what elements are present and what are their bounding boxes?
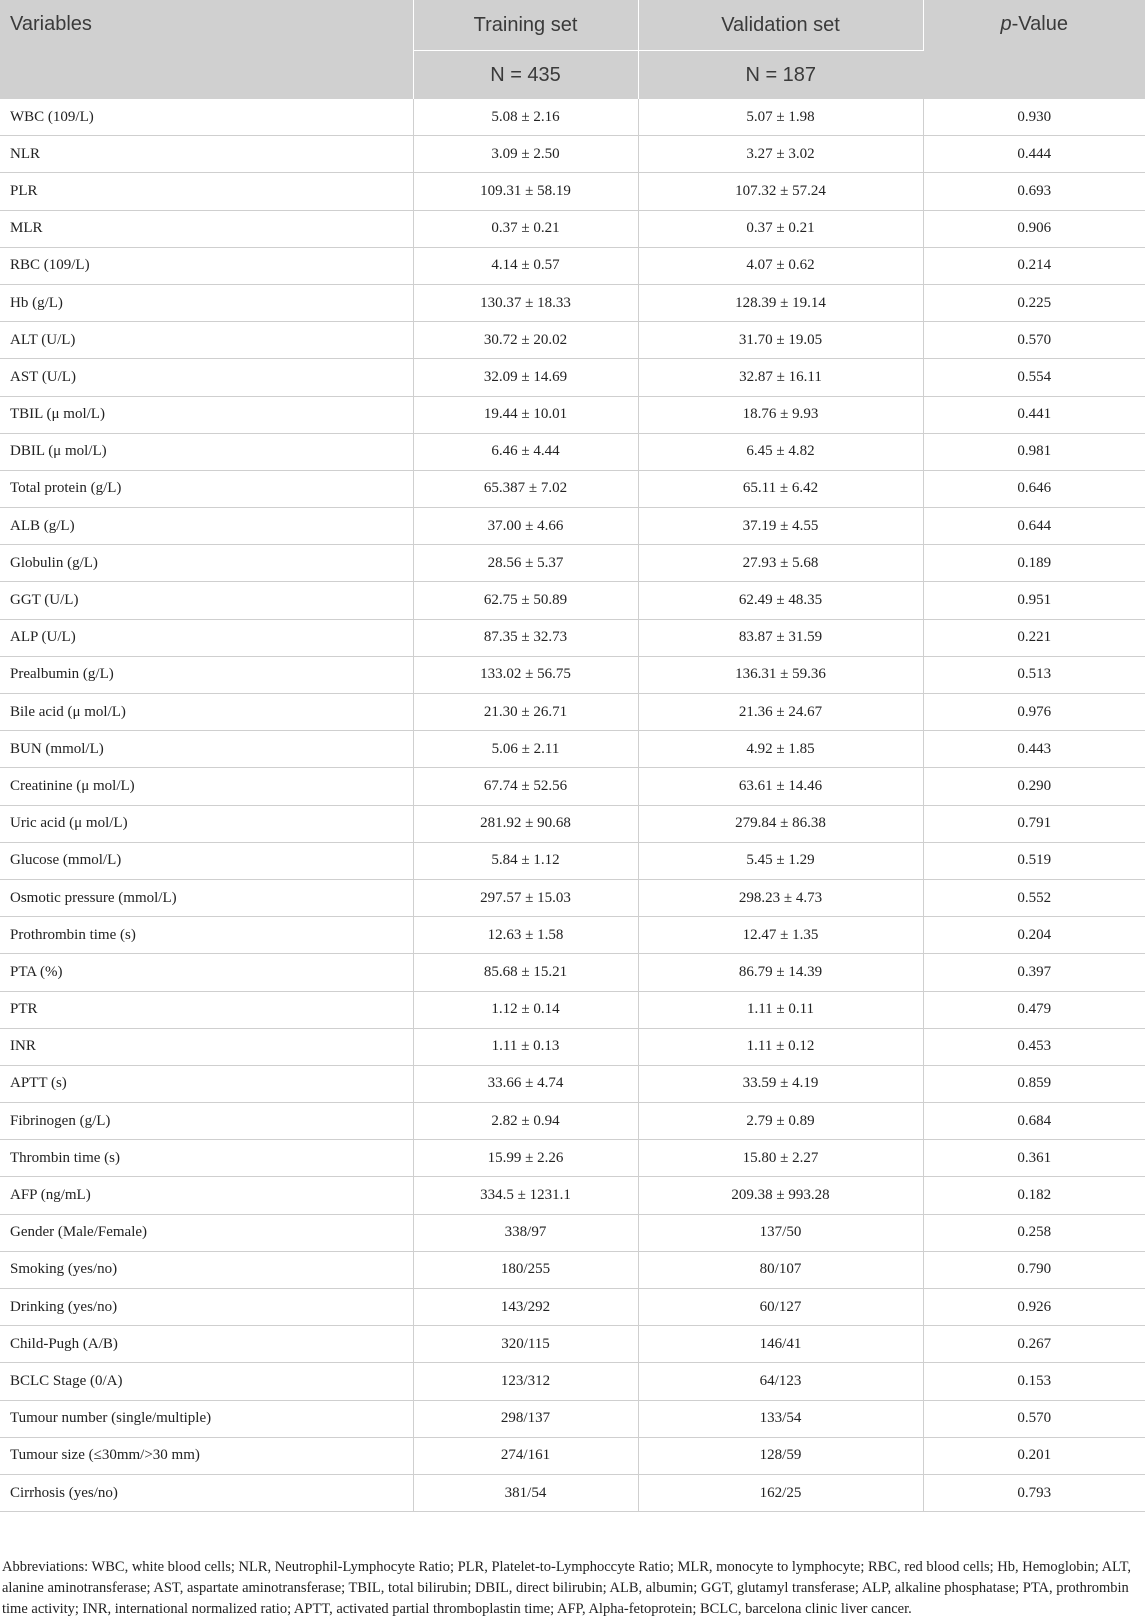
cell-variable: INR: [0, 1028, 413, 1065]
header-row-1: [0, 0, 1145, 51]
cell-validation: 83.87 ± 31.59: [638, 619, 923, 656]
table-row: [0, 954, 1145, 991]
cell-p-value: 0.201: [923, 1437, 1145, 1474]
table-row: [0, 433, 1145, 470]
cell-validation: 128.39 ± 19.14: [638, 284, 923, 321]
header-training-n: N = 435: [413, 51, 638, 100]
cell-p-value: 0.552: [923, 879, 1145, 916]
cell-training: 21.30 ± 26.71: [413, 694, 638, 731]
cell-variable: GGT (U/L): [0, 582, 413, 619]
cell-validation: 65.11 ± 6.42: [638, 470, 923, 507]
table-row: [0, 1214, 1145, 1251]
cell-training: 5.84 ± 1.12: [413, 842, 638, 879]
table-row: [0, 1103, 1145, 1140]
table-row: [0, 545, 1145, 582]
cell-training: 298/137: [413, 1400, 638, 1437]
table-row: [0, 991, 1145, 1028]
cell-variable: Bile acid (μ mol/L): [0, 694, 413, 731]
cell-variable: ALP (U/L): [0, 619, 413, 656]
cell-validation: 1.11 ± 0.11: [638, 991, 923, 1028]
table-row: [0, 842, 1145, 879]
table-row: [0, 582, 1145, 619]
cell-variable: DBIL (μ mol/L): [0, 433, 413, 470]
cell-validation: 15.80 ± 2.27: [638, 1140, 923, 1177]
table-row: [0, 508, 1145, 545]
table-row: [0, 136, 1145, 173]
cell-variable: Fibrinogen (g/L): [0, 1103, 413, 1140]
table-row: [0, 694, 1145, 731]
cell-p-value: 0.790: [923, 1251, 1145, 1288]
cell-validation: 2.79 ± 0.89: [638, 1103, 923, 1140]
cell-p-value: 0.570: [923, 322, 1145, 359]
cell-training: 1.12 ± 0.14: [413, 991, 638, 1028]
cell-training: 320/115: [413, 1326, 638, 1363]
table-row: [0, 322, 1145, 359]
cell-p-value: 0.225: [923, 284, 1145, 321]
cell-validation: 137/50: [638, 1214, 923, 1251]
cell-variable: Child-Pugh (A/B): [0, 1326, 413, 1363]
cell-p-value: 0.361: [923, 1140, 1145, 1177]
cell-variable: Glucose (mmol/L): [0, 842, 413, 879]
cell-variable: NLR: [0, 136, 413, 173]
cell-validation: 0.37 ± 0.21: [638, 210, 923, 247]
cell-variable: Drinking (yes/no): [0, 1289, 413, 1326]
cell-variable: APTT (s): [0, 1065, 413, 1102]
table-row: [0, 805, 1145, 842]
table-row: [0, 247, 1145, 284]
table-row: [0, 1140, 1145, 1177]
cell-p-value: 0.684: [923, 1103, 1145, 1140]
cell-p-value: 0.204: [923, 917, 1145, 954]
cell-variable: WBC (109/L): [0, 99, 413, 136]
cell-training: 338/97: [413, 1214, 638, 1251]
table-row: [0, 731, 1145, 768]
cell-training: 28.56 ± 5.37: [413, 545, 638, 582]
table-row: [0, 1400, 1145, 1437]
cell-validation: 21.36 ± 24.67: [638, 694, 923, 731]
cell-validation: 6.45 ± 4.82: [638, 433, 923, 470]
cell-validation: 3.27 ± 3.02: [638, 136, 923, 173]
cell-variable: PTR: [0, 991, 413, 1028]
cell-validation: 62.49 ± 48.35: [638, 582, 923, 619]
cell-validation: 60/127: [638, 1289, 923, 1326]
cell-validation: 33.59 ± 4.19: [638, 1065, 923, 1102]
cell-p-value: 0.926: [923, 1289, 1145, 1326]
cell-p-value: 0.258: [923, 1214, 1145, 1251]
cell-validation: 4.07 ± 0.62: [638, 247, 923, 284]
cell-p-value: 0.182: [923, 1177, 1145, 1214]
cell-variable: Tumour number (single/multiple): [0, 1400, 413, 1437]
table-row: [0, 470, 1145, 507]
cell-variable: Smoking (yes/no): [0, 1251, 413, 1288]
cell-training: 87.35 ± 32.73: [413, 619, 638, 656]
table-row: [0, 359, 1145, 396]
cell-training: 65.387 ± 7.02: [413, 470, 638, 507]
cell-variable: Prealbumin (g/L): [0, 656, 413, 693]
cell-variable: Tumour size (≤30mm/>30 mm): [0, 1437, 413, 1474]
cell-variable: Uric acid (μ mol/L): [0, 805, 413, 842]
table-row: [0, 1065, 1145, 1102]
cell-training: 30.72 ± 20.02: [413, 322, 638, 359]
cell-validation: 209.38 ± 993.28: [638, 1177, 923, 1214]
cell-variable: AST (U/L): [0, 359, 413, 396]
cell-p-value: 0.441: [923, 396, 1145, 433]
table-body: [0, 99, 1145, 1512]
table-row: [0, 1474, 1145, 1511]
table-row: [0, 1289, 1145, 1326]
cell-validation: 64/123: [638, 1363, 923, 1400]
cell-p-value: 0.976: [923, 694, 1145, 731]
cell-p-value: 0.397: [923, 954, 1145, 991]
table-header: [0, 0, 1145, 99]
cell-p-value: 0.519: [923, 842, 1145, 879]
cell-variable: Osmotic pressure (mmol/L): [0, 879, 413, 916]
cell-validation: 146/41: [638, 1326, 923, 1363]
cell-training: 133.02 ± 56.75: [413, 656, 638, 693]
cell-validation: 80/107: [638, 1251, 923, 1288]
cell-training: 85.68 ± 15.21: [413, 954, 638, 991]
table-row: [0, 396, 1145, 433]
table-row: [0, 656, 1145, 693]
cell-training: 180/255: [413, 1251, 638, 1288]
table-row: [0, 1437, 1145, 1474]
cell-validation: 5.45 ± 1.29: [638, 842, 923, 879]
table-row: [0, 1326, 1145, 1363]
cell-p-value: 0.479: [923, 991, 1145, 1028]
cell-training: 109.31 ± 58.19: [413, 173, 638, 210]
cell-p-value: 0.189: [923, 545, 1145, 582]
cell-training: 32.09 ± 14.69: [413, 359, 638, 396]
cell-variable: Cirrhosis (yes/no): [0, 1474, 413, 1511]
cell-training: 37.00 ± 4.66: [413, 508, 638, 545]
table-row: [0, 1028, 1145, 1065]
cell-variable: PLR: [0, 173, 413, 210]
cell-p-value: 0.513: [923, 656, 1145, 693]
header-p-italic: p: [1000, 13, 1012, 35]
cell-validation: 162/25: [638, 1474, 923, 1511]
cell-variable: Creatinine (μ mol/L): [0, 768, 413, 805]
cell-validation: 279.84 ± 86.38: [638, 805, 923, 842]
cell-p-value: 0.444: [923, 136, 1145, 173]
table-row: [0, 173, 1145, 210]
cell-training: 281.92 ± 90.68: [413, 805, 638, 842]
cell-p-value: 0.791: [923, 805, 1145, 842]
table-row: [0, 917, 1145, 954]
cell-training: 5.06 ± 2.11: [413, 731, 638, 768]
cell-variable: Gender (Male/Female): [0, 1214, 413, 1251]
table-row: [0, 768, 1145, 805]
cell-p-value: 0.930: [923, 99, 1145, 136]
cell-training: 2.82 ± 0.94: [413, 1103, 638, 1140]
cell-variable: RBC (109/L): [0, 247, 413, 284]
cell-training: 130.37 ± 18.33: [413, 284, 638, 321]
cell-p-value: 0.267: [923, 1326, 1145, 1363]
cell-training: 143/292: [413, 1289, 638, 1326]
cell-validation: 32.87 ± 16.11: [638, 359, 923, 396]
cell-p-value: 0.793: [923, 1474, 1145, 1511]
cell-validation: 107.32 ± 57.24: [638, 173, 923, 210]
cell-training: 67.74 ± 52.56: [413, 768, 638, 805]
cell-p-value: 0.443: [923, 731, 1145, 768]
header-p-rest: -Value: [1011, 13, 1068, 35]
table-row: [0, 99, 1145, 136]
cell-training: 334.5 ± 1231.1: [413, 1177, 638, 1214]
cell-p-value: 0.859: [923, 1065, 1145, 1102]
cell-p-value: 0.644: [923, 508, 1145, 545]
cell-variable: MLR: [0, 210, 413, 247]
cell-variable: TBIL (μ mol/L): [0, 396, 413, 433]
cell-training: 12.63 ± 1.58: [413, 917, 638, 954]
cell-validation: 5.07 ± 1.98: [638, 99, 923, 136]
cell-training: 381/54: [413, 1474, 638, 1511]
cell-training: 33.66 ± 4.74: [413, 1065, 638, 1102]
cell-variable: Globulin (g/L): [0, 545, 413, 582]
cell-training: 6.46 ± 4.44: [413, 433, 638, 470]
cell-training: 297.57 ± 15.03: [413, 879, 638, 916]
cell-p-value: 0.221: [923, 619, 1145, 656]
header-p-value: [923, 0, 1145, 99]
cell-validation: 27.93 ± 5.68: [638, 545, 923, 582]
cell-validation: 18.76 ± 9.93: [638, 396, 923, 433]
table-footnote: Abbreviations: WBC, white blood cells; NLR, Neutrophil-Lymphocyte Ratio; PLR, Platelet-to-Lymphoccyte Ratio; MLR, monocyte to lymphocyte; RBC, red blood cells; Hb, Hemoglobin; ALT, alanine aminotransferase; AST, aspartate aminotransferase; TBIL, total bilirubin; DBIL, direct bilirubin; ALB, albumin; GGT, glutamyl transferase; ALP, alkaline phosphatase; PTA, prothrombin time activity; INR, international normalized ratio; APTT, activated partial thromboplastin time; AFP, Alpha-fetoprotein; BCLC, barcelona clinic liver cancer.: [2, 1559, 1131, 1617]
cell-variable: ALB (g/L): [0, 508, 413, 545]
cell-p-value: 0.453: [923, 1028, 1145, 1065]
cell-variable: ALT (U/L): [0, 322, 413, 359]
cell-validation: 1.11 ± 0.12: [638, 1028, 923, 1065]
header-variables: Variables: [0, 0, 413, 99]
cell-variable: Hb (g/L): [0, 284, 413, 321]
cell-variable: AFP (ng/mL): [0, 1177, 413, 1214]
cell-validation: 31.70 ± 19.05: [638, 322, 923, 359]
cell-validation: 37.19 ± 4.55: [638, 508, 923, 545]
cell-training: 1.11 ± 0.13: [413, 1028, 638, 1065]
cell-training: 5.08 ± 2.16: [413, 99, 638, 136]
cell-validation: 128/59: [638, 1437, 923, 1474]
cell-validation: 133/54: [638, 1400, 923, 1437]
cell-variable: Thrombin time (s): [0, 1140, 413, 1177]
cell-validation: 136.31 ± 59.36: [638, 656, 923, 693]
cell-training: 123/312: [413, 1363, 638, 1400]
cell-p-value: 0.906: [923, 210, 1145, 247]
header-training-set: Training set: [413, 0, 638, 51]
table-row: [0, 1363, 1145, 1400]
cell-training: 19.44 ± 10.01: [413, 396, 638, 433]
table-row: [0, 1177, 1145, 1214]
cell-training: 15.99 ± 2.26: [413, 1140, 638, 1177]
cell-variable: BCLC Stage (0/A): [0, 1363, 413, 1400]
cell-training: 62.75 ± 50.89: [413, 582, 638, 619]
table-row: [0, 879, 1145, 916]
cell-p-value: 0.693: [923, 173, 1145, 210]
cell-p-value: 0.554: [923, 359, 1145, 396]
cell-p-value: 0.570: [923, 1400, 1145, 1437]
cell-p-value: 0.153: [923, 1363, 1145, 1400]
cell-validation: 4.92 ± 1.85: [638, 731, 923, 768]
table-row: [0, 619, 1145, 656]
cell-p-value: 0.981: [923, 433, 1145, 470]
table-row: [0, 210, 1145, 247]
cell-training: 0.37 ± 0.21: [413, 210, 638, 247]
cell-training: 4.14 ± 0.57: [413, 247, 638, 284]
cell-validation: 298.23 ± 4.73: [638, 879, 923, 916]
cell-validation: 12.47 ± 1.35: [638, 917, 923, 954]
cell-training: 274/161: [413, 1437, 638, 1474]
cell-variable: PTA (%): [0, 954, 413, 991]
cell-p-value: 0.214: [923, 247, 1145, 284]
cell-variable: Total protein (g/L): [0, 470, 413, 507]
cell-variable: Prothrombin time (s): [0, 917, 413, 954]
header-validation-n: N = 187: [638, 51, 923, 100]
cell-validation: 63.61 ± 14.46: [638, 768, 923, 805]
cell-p-value: 0.646: [923, 470, 1145, 507]
cell-p-value: 0.290: [923, 768, 1145, 805]
cell-validation: 86.79 ± 14.39: [638, 954, 923, 991]
cell-p-value: 0.951: [923, 582, 1145, 619]
cell-variable: BUN (mmol/L): [0, 731, 413, 768]
table-row: [0, 1251, 1145, 1288]
table-row: [0, 284, 1145, 321]
cell-training: 3.09 ± 2.50: [413, 136, 638, 173]
header-validation-set: Validation set: [638, 0, 923, 51]
